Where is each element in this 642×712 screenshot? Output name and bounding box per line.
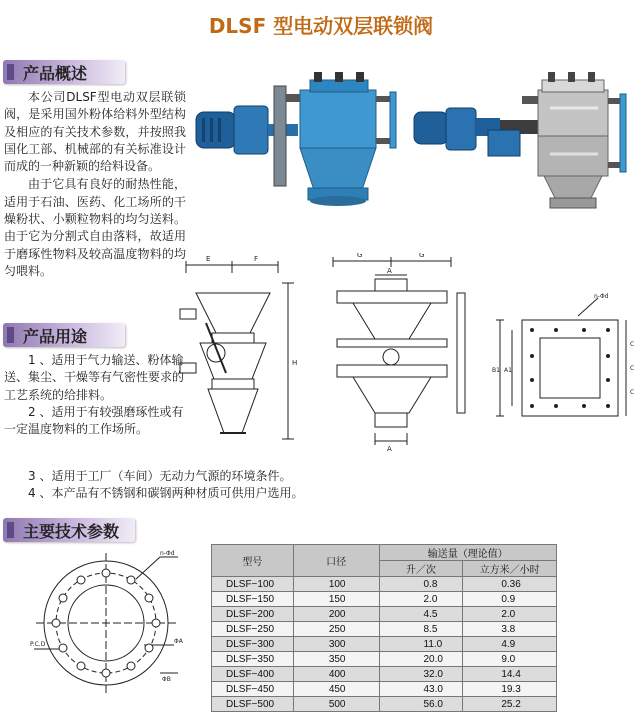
usage-item-1: 1 、适用于气力输送、粉体输送、集尘、干燥等有气密性要求的工艺系统的给排料。 [4, 353, 185, 402]
dim-label-c2: C [630, 365, 635, 372]
side-elevation-drawing [323, 253, 473, 451]
cell-per-rev: 11.0 [379, 637, 463, 652]
flange-phi-b-label: ΦB [162, 676, 171, 683]
header-per-rev: 升／次 [379, 561, 463, 577]
plan-view-drawing [490, 290, 640, 432]
cell-model: DLSF−100 [212, 577, 294, 592]
cell-per-hour: 9.0 [463, 652, 557, 667]
dim-label-e: E [206, 255, 211, 263]
header-per-hour: 立方米／小时 [463, 561, 557, 577]
section-marker [7, 327, 14, 343]
dim-label-g2: G [419, 253, 425, 259]
usage-item-3: 3 、适用于工厂（车间）无动力气源的环境条件。 [28, 469, 292, 483]
cell-bore: 150 [293, 592, 379, 607]
dim-label-a1: A1 [504, 367, 512, 374]
section-title-overview: 产品概述 [23, 64, 88, 83]
cell-model: DLSF−450 [212, 682, 294, 697]
spec-table [211, 544, 557, 712]
cell-bore: 450 [293, 682, 379, 697]
header-bore: 口径 [293, 545, 379, 577]
cell-bore: 350 [293, 652, 379, 667]
section-marker [7, 522, 14, 538]
cell-bore: 200 [293, 607, 379, 622]
table-row [212, 652, 557, 667]
usage-item-2: 2 、适用于有较强磨琢性或有一定温度物料的工作场所。 [4, 404, 184, 437]
cell-model: DLSF−500 [212, 697, 294, 712]
product-photo-blue-valve [190, 70, 412, 220]
header-capacity: 输送量（理论值） [379, 545, 557, 561]
table-row [212, 622, 557, 637]
dim-label-g1: G [357, 253, 363, 259]
cell-per-hour: 2.0 [463, 607, 557, 622]
product-photo-steel-valve [410, 68, 632, 220]
page-title: DLSF 型电动双层联锁阀 [208, 14, 434, 38]
cell-model: DLSF−350 [212, 652, 294, 667]
table-row [212, 592, 557, 607]
cell-per-hour: 0.9 [463, 592, 557, 607]
section-header-params [3, 518, 135, 542]
table-row [212, 697, 557, 712]
table-row [212, 607, 557, 622]
section-header-usage [3, 323, 125, 347]
cell-per-rev: 4.5 [379, 607, 463, 622]
usage-item-4: 4 、本产品有不锈钢和碳钢两种材质可供用户选用。 [28, 486, 304, 501]
cell-bore: 500 [293, 697, 379, 712]
plan-hole-label: n-Φd [594, 293, 609, 300]
dim-label-f: F [254, 255, 259, 263]
overview-paragraph-2: 由于它具有良好的耐热性能，适用于石油、医药、化工场所的干燥粉状、小颗粒物料的均匀送料。由于它为分割式自由落料，故适用于磨琢性物料及较高温度物料的均匀喂料。 [4, 177, 186, 278]
overview-text [4, 89, 186, 280]
cell-bore: 300 [293, 637, 379, 652]
cell-model: DLSF−200 [212, 607, 294, 622]
flange-drawing [28, 545, 198, 700]
cell-per-hour: 19.3 [463, 682, 557, 697]
cell-per-rev: 32.0 [379, 667, 463, 682]
table-row [212, 637, 557, 652]
dim-label-c3: C [630, 389, 635, 396]
cell-model: DLSF−300 [212, 637, 294, 652]
cell-per-rev: 0.8 [379, 577, 463, 592]
table-row [212, 667, 557, 682]
cell-per-hour: 3.8 [463, 622, 557, 637]
front-elevation-drawing [178, 253, 314, 451]
section-title-params: 主要技术参数 [23, 522, 120, 541]
cell-bore: 100 [293, 577, 379, 592]
cell-per-rev: 56.0 [379, 697, 463, 712]
usage-list-narrow [4, 352, 186, 438]
cell-model: DLSF−150 [212, 592, 294, 607]
dim-label-b1: B1 [492, 367, 500, 374]
overview-paragraph-1: 本公司DLSF型电动双层联锁阀，是采用国外粉体给料外型结构及相应的有关技术参数，并按照我国化工部、机械部的有关标准设计而成的一种新颖的给料设备。 [4, 90, 186, 174]
cell-per-hour: 0.36 [463, 577, 557, 592]
dim-label-a-top: A [387, 267, 392, 275]
flange-pcd-label: P.C.D [30, 641, 46, 648]
cell-bore: 400 [293, 667, 379, 682]
cell-per-hour: 25.2 [463, 697, 557, 712]
dim-label-c1: C [630, 341, 635, 348]
table-row [212, 577, 557, 592]
flange-hole-label: n-Φd [160, 550, 175, 557]
section-header-overview [3, 60, 125, 84]
cell-per-rev: 2.0 [379, 592, 463, 607]
cell-per-hour: 4.9 [463, 637, 557, 652]
table-row [212, 682, 557, 697]
cell-bore: 250 [293, 622, 379, 637]
usage-list-wide [4, 468, 424, 503]
dim-label-a-bottom: A [387, 445, 392, 451]
section-title-usage: 产品用途 [23, 327, 88, 346]
flange-phi-a-label: ΦA [174, 638, 183, 645]
cell-per-hour: 14.4 [463, 667, 557, 682]
cell-model: DLSF−250 [212, 622, 294, 637]
dim-label-h: H [292, 359, 298, 367]
header-model: 型号 [212, 545, 294, 577]
cell-model: DLSF−400 [212, 667, 294, 682]
cell-per-rev: 43.0 [379, 682, 463, 697]
cell-per-rev: 8.5 [379, 622, 463, 637]
section-marker [7, 64, 14, 80]
cell-per-rev: 20.0 [379, 652, 463, 667]
